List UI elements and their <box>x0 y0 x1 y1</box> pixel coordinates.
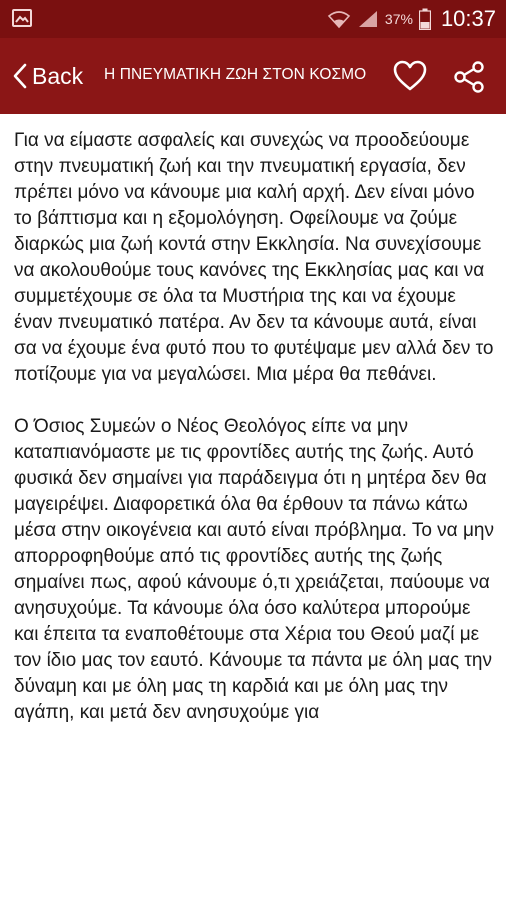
article-paragraph: Ο Όσιος Συμεών ο Νέος Θεολόγος είπε να μην καταπιανόμαστε με τις φροντίδες αυτής της ζωής. Αυτό φυσικά δεν σημαίνει για παράδειγμα ότι η μητέρα δεν θα μαγειρέψει. Διαφορετικά όλα θα έρθουν τα πάνω κάτω μέσα στην οικογένεια και αυτό είναι πρόβλημα. Το να μην απορροφηθούμε από τις φροντίδες αυτής της ζωής σημαίνει πως, αφού κάνουμε ό,τι χρειάζεται, παύουμε να ανησυχούμε. Τα κάνουμε όλα όσο καλύτερα μπορούμε και έπειτα τα εναποθέτουμε στα Χέρια του Θεού μαζί με τον ίδιο μας τον εαυτό. Κάνουμε τα πάντα με όλη μας την δύναμη και με όλη μας τη καρδιά και με όλη μας την αγάπη, και μετά δεν ανησυχούμε για <box>14 416 494 723</box>
battery-icon <box>419 8 431 30</box>
back-label: Back <box>32 62 84 89</box>
clock: 10:37 <box>440 6 496 31</box>
back-button[interactable] <box>12 58 83 94</box>
status-bar <box>0 0 506 38</box>
page-title: Η ΠΝΕΥΜΑΤΙΚΗ ΖΩΗ ΣΤΟΝ ΚΟΣΜΟ <box>104 66 367 83</box>
wifi-icon <box>327 9 351 29</box>
share-icon[interactable] <box>452 60 486 94</box>
heart-icon[interactable] <box>392 58 428 94</box>
app-bar <box>0 38 506 114</box>
status-icons <box>327 0 496 38</box>
article-content[interactable] <box>0 114 506 900</box>
gallery-icon <box>12 8 32 28</box>
chevron-left-icon <box>12 63 28 89</box>
battery-percent: 37% <box>384 11 413 27</box>
signal-icon <box>357 9 379 29</box>
article-paragraph: Για να είμαστε ασφαλείς και συνεχώς να προοδεύουμε στην πνευματική ζωή και την πνευματική εργασία, δεν πρέπει μόνο να κάνουμε μια καλή αρχή. Δεν είναι μόνο το βάπτισμα και η εξομολόγηση. Οφείλουμε να ζούμε διαρκώς μια ζωή κοντά στην Εκκλησία. Να συνεχίσουμε να ακολουθούμε τους κανόνες της Εκκλησίας μας και να συμμετέχουμε σε όλα τα Μυστήρια της και να έχουμε έναν πνευματικό πατέρα. Αν δεν τα κάνουμε αυτά, είναι σα να έχουμε ένα φυτό που το φυτέψαμε μεν αλλά δεν το ποτίζουμε για να μεγαλώσει. Μια μέρα θα πεθάνει. <box>14 130 494 385</box>
